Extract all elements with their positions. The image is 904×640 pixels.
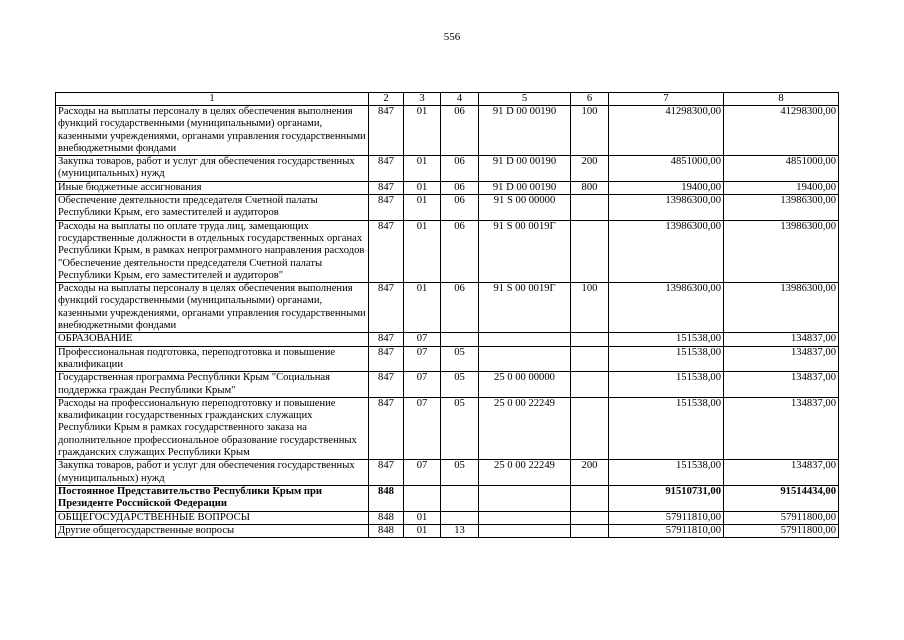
row-amount-cell: 134837,00: [724, 346, 839, 372]
row-name-cell: Закупка товаров, работ и услуг для обеспечения государственных (муниципальных) нужд: [56, 156, 369, 182]
row-amount-cell: 13986300,00: [724, 220, 839, 282]
row-name-cell: Постоянное Представительство Республики Крым при Президенте Российской Федерации: [56, 485, 369, 511]
row-target-article-cell: [479, 333, 571, 346]
row-subsection-cell: 13: [441, 524, 479, 537]
table-row: [56, 220, 839, 282]
row-target-article-cell: 25 0 00 22249: [479, 397, 571, 459]
row-target-article-cell: 91 S 00 00000: [479, 195, 571, 221]
row-amount-cell: 57911800,00: [724, 524, 839, 537]
row-code-cell: 847: [369, 283, 404, 333]
row-code-cell: 848: [369, 511, 404, 524]
row-target-article-cell: 91 S 00 0019Г: [479, 283, 571, 333]
row-amount-cell: 134837,00: [724, 460, 839, 486]
row-expense-type-cell: 200: [571, 156, 609, 182]
row-section-cell: 01: [404, 524, 441, 537]
row-expense-type-cell: 100: [571, 283, 609, 333]
row-expense-type-cell: 800: [571, 181, 609, 194]
table-row: [56, 333, 839, 346]
row-code-cell: 847: [369, 346, 404, 372]
row-amount-cell: 13986300,00: [724, 283, 839, 333]
row-expense-type-cell: [571, 511, 609, 524]
row-subsection-cell: 06: [441, 156, 479, 182]
row-amount-cell: 57911810,00: [609, 524, 724, 537]
row-expense-type-cell: [571, 372, 609, 398]
row-subsection-cell: 06: [441, 220, 479, 282]
row-name-cell: Расходы на выплаты персоналу в целях обеспечения выполнения функций государственными (муниципальными) органами, казенными учреждениями, органами управления государственными внебюджетными фондами: [56, 106, 369, 156]
row-code-cell: 847: [369, 195, 404, 221]
row-subsection-cell: 06: [441, 195, 479, 221]
row-amount-cell: 13986300,00: [609, 283, 724, 333]
row-expense-type-cell: [571, 524, 609, 537]
header-cell: 7: [609, 93, 724, 106]
row-expense-type-cell: 100: [571, 106, 609, 156]
row-section-cell: 07: [404, 397, 441, 459]
table-row: [56, 397, 839, 459]
header-cell: 2: [369, 93, 404, 106]
row-amount-cell: 13986300,00: [724, 195, 839, 221]
row-code-cell: 847: [369, 106, 404, 156]
row-name-cell: Расходы на выплаты по оплате труда лиц, замещающих государственные должности в отдельных государственных органах Республики Крым, в рамках непрограммного направления расходов "Обеспечение деятельности председателя Счетной палаты Республики Крым, его заместителей и аудиторов": [56, 220, 369, 282]
row-amount-cell: 151538,00: [609, 333, 724, 346]
row-target-article-cell: 91 D 00 00190: [479, 106, 571, 156]
row-amount-cell: 19400,00: [609, 181, 724, 194]
row-target-article-cell: 91 D 00 00190: [479, 181, 571, 194]
row-amount-cell: 13986300,00: [609, 195, 724, 221]
table-row: [56, 195, 839, 221]
row-section-cell: 01: [404, 156, 441, 182]
header-cell: 4: [441, 93, 479, 106]
table-row: [56, 181, 839, 194]
row-expense-type-cell: [571, 220, 609, 282]
row-target-article-cell: 25 0 00 22249: [479, 460, 571, 486]
row-name-cell: Другие общегосударственные вопросы: [56, 524, 369, 537]
row-target-article-cell: 91 D 00 00190: [479, 156, 571, 182]
table-row: [56, 346, 839, 372]
row-code-cell: 848: [369, 524, 404, 537]
row-amount-cell: 151538,00: [609, 372, 724, 398]
row-amount-cell: 91510731,00: [609, 485, 724, 511]
row-section-cell: [404, 485, 441, 511]
row-section-cell: 01: [404, 283, 441, 333]
row-subsection-cell: 05: [441, 372, 479, 398]
row-target-article-cell: 25 0 00 00000: [479, 372, 571, 398]
row-subsection-cell: 06: [441, 283, 479, 333]
row-code-cell: 847: [369, 372, 404, 398]
row-amount-cell: 41298300,00: [724, 106, 839, 156]
row-section-cell: 01: [404, 106, 441, 156]
row-expense-type-cell: [571, 195, 609, 221]
row-subsection-cell: 06: [441, 181, 479, 194]
row-amount-cell: 151538,00: [609, 346, 724, 372]
row-name-cell: Иные бюджетные ассигнования: [56, 181, 369, 194]
header-cell: 3: [404, 93, 441, 106]
row-amount-cell: 41298300,00: [609, 106, 724, 156]
row-code-cell: 847: [369, 156, 404, 182]
row-subsection-cell: 05: [441, 460, 479, 486]
row-section-cell: 07: [404, 346, 441, 372]
row-name-cell: Расходы на профессиональную переподготовку и повышение квалификации государственных гражданских служащих Республики Крым в рамках государственного заказа на дополнительное профессиональное образование государственных гражданских служащих Республики Крым: [56, 397, 369, 459]
row-section-cell: 07: [404, 372, 441, 398]
row-subsection-cell: [441, 511, 479, 524]
row-code-cell: 847: [369, 220, 404, 282]
table-row: [56, 372, 839, 398]
row-amount-cell: 91514434,00: [724, 485, 839, 511]
table-row: [56, 524, 839, 537]
row-section-cell: 07: [404, 460, 441, 486]
row-target-article-cell: 91 S 00 0019Г: [479, 220, 571, 282]
row-name-cell: ОБЩЕГОСУДАРСТВЕННЫЕ ВОПРОСЫ: [56, 511, 369, 524]
row-subsection-cell: 05: [441, 346, 479, 372]
row-amount-cell: 57911810,00: [609, 511, 724, 524]
row-section-cell: 01: [404, 181, 441, 194]
row-subsection-cell: 06: [441, 106, 479, 156]
row-target-article-cell: [479, 524, 571, 537]
row-amount-cell: 13986300,00: [609, 220, 724, 282]
row-subsection-cell: 05: [441, 397, 479, 459]
row-target-article-cell: [479, 511, 571, 524]
row-amount-cell: 151538,00: [609, 397, 724, 459]
row-amount-cell: 57911800,00: [724, 511, 839, 524]
row-name-cell: Закупка товаров, работ и услуг для обеспечения государственных (муниципальных) нужд: [56, 460, 369, 486]
row-expense-type-cell: 200: [571, 460, 609, 486]
row-code-cell: 847: [369, 333, 404, 346]
row-name-cell: Расходы на выплаты персоналу в целях обеспечения выполнения функций государственными (муниципальными) органами, казенными учреждениями, органами управления государственными внебюджетными фондами: [56, 283, 369, 333]
row-name-cell: Профессиональная подготовка, переподготовка и повышение квалификации: [56, 346, 369, 372]
row-section-cell: 07: [404, 333, 441, 346]
table-row: [56, 156, 839, 182]
header-cell: 5: [479, 93, 571, 106]
row-amount-cell: 134837,00: [724, 397, 839, 459]
row-amount-cell: 134837,00: [724, 333, 839, 346]
row-target-article-cell: [479, 346, 571, 372]
row-subsection-cell: [441, 333, 479, 346]
row-amount-cell: 4851000,00: [609, 156, 724, 182]
table-row: [56, 460, 839, 486]
row-section-cell: 01: [404, 220, 441, 282]
budget-table: [55, 92, 839, 538]
header-cell: 8: [724, 93, 839, 106]
table-row: [56, 485, 839, 511]
row-expense-type-cell: [571, 485, 609, 511]
row-amount-cell: 4851000,00: [724, 156, 839, 182]
row-name-cell: Обеспечение деятельности председателя Счетной палаты Республики Крым, его заместителей и аудиторов: [56, 195, 369, 221]
row-section-cell: 01: [404, 511, 441, 524]
row-expense-type-cell: [571, 333, 609, 346]
header-cell: 1: [56, 93, 369, 106]
row-amount-cell: 134837,00: [724, 372, 839, 398]
row-amount-cell: 151538,00: [609, 460, 724, 486]
table-row: [56, 106, 839, 156]
row-subsection-cell: [441, 485, 479, 511]
header-row: [56, 93, 839, 106]
page-number: 556: [443, 31, 461, 43]
row-name-cell: ОБРАЗОВАНИЕ: [56, 333, 369, 346]
row-code-cell: 847: [369, 460, 404, 486]
row-amount-cell: 19400,00: [724, 181, 839, 194]
row-code-cell: 847: [369, 181, 404, 194]
table-row: [56, 283, 839, 333]
row-code-cell: 847: [369, 397, 404, 459]
table-row: [56, 511, 839, 524]
row-code-cell: 848: [369, 485, 404, 511]
row-name-cell: Государственная программа Республики Крым "Социальная поддержка граждан Республики Крым": [56, 372, 369, 398]
row-expense-type-cell: [571, 346, 609, 372]
row-target-article-cell: [479, 485, 571, 511]
header-cell: 6: [571, 93, 609, 106]
row-expense-type-cell: [571, 397, 609, 459]
row-section-cell: 01: [404, 195, 441, 221]
